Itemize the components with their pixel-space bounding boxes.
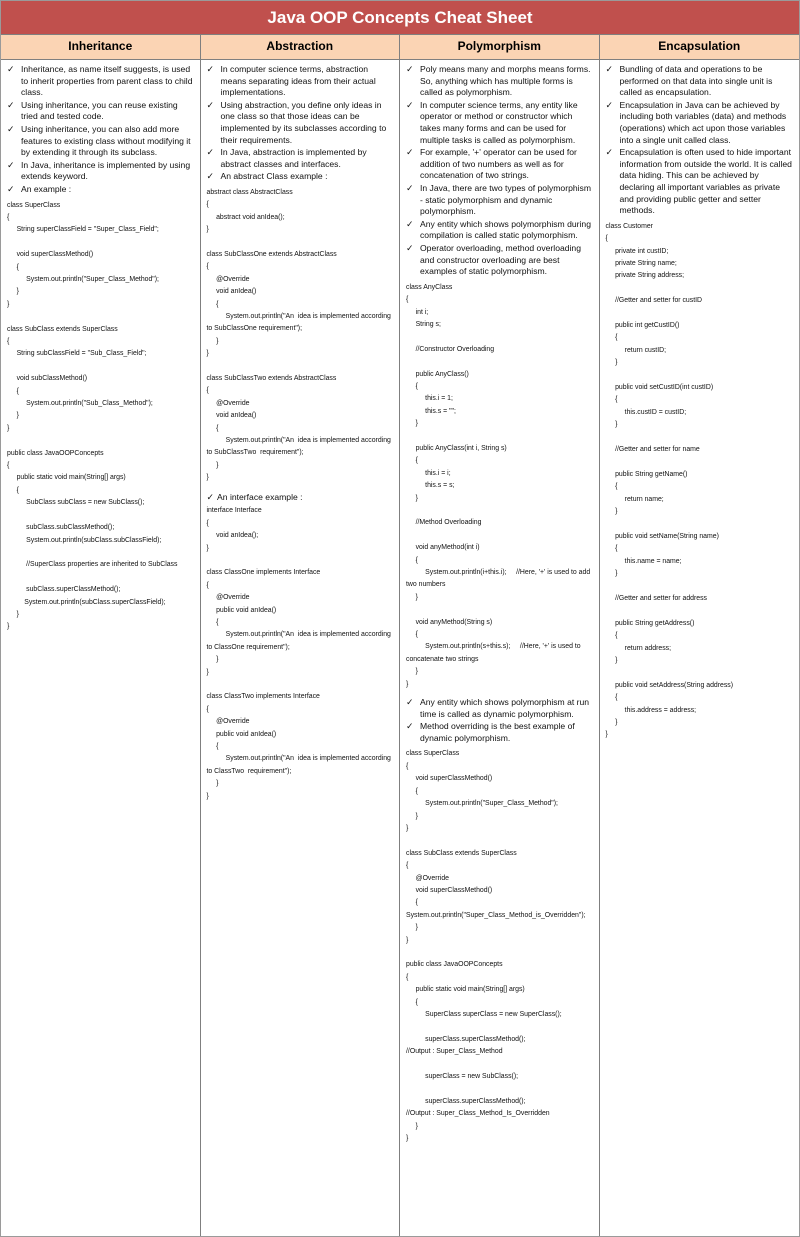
- bullet-point: [606, 100, 796, 146]
- bullet-point: [207, 171, 396, 183]
- bullet-text: In computer science terms, any entity like operator or method or constructor which takes many forms and can be used for multiple tasks is called as polymorphism.: [420, 99, 578, 145]
- check-icon: ✓: [605, 99, 614, 110]
- check-icon: ✓: [206, 99, 215, 110]
- bullet-point: [7, 160, 196, 183]
- check-icon: ✓: [406, 147, 414, 158]
- check-icon: ✓: [7, 183, 15, 194]
- bullet-point: [207, 147, 396, 170]
- check-icon: ✓: [406, 99, 414, 110]
- bullet-point: [406, 219, 595, 242]
- bullet-point: [7, 184, 196, 196]
- page-title: Java OOP Concepts Cheat Sheet: [1, 1, 799, 34]
- code-block: class SuperClass { String superClassField = "Super_Class_Field"; void superClassMethod() { System.out.println("Super_Class_Method"); } } class SubClass extends SuperClass { String subClassField = "Sub_Class_Field"; void subClassMethod() { System.out.println("Sub_Class_Method"); } } public class JavaOOPConcepts { public static void main(String[] args) { SubClass subClass = new SubClass(); subClass.subClassMethod(); System.out.println(subClass.subClassField); //SuperClass properties are inherited to SubClass subClass.superClassMethod(); System.out.println(subClass.superClassField); } }: [7, 201, 178, 631]
- concept-grid: [1, 34, 799, 1236]
- check-icon: ✓: [7, 99, 15, 110]
- column-body: [201, 60, 400, 809]
- code-block: interface Interface { void anIdea(); } class ClassOne implements Interface { @Override public void anIdea() { System.out.println("An idea is implemented according to ClassOne requirement"); } } class ClassTwo implements Interface { @Override public void anIdea() { System.out.println("An idea is implemented according to ClassTwo requirement"); } }: [206, 507, 391, 800]
- bullet-text: In Java, abstraction is implemented by abstract classes and interfaces.: [220, 147, 367, 169]
- column-heading: Polymorphism: [400, 34, 599, 60]
- column-inheritance: [1, 34, 201, 1236]
- bullet-point: [406, 721, 595, 744]
- bullet-text: An abstract Class example :: [220, 171, 328, 182]
- check-icon: ✓: [406, 242, 414, 253]
- bullet-text: Poly means many and morphs means forms. So, anything which has multiple forms is called as polymorphism.: [420, 64, 591, 98]
- code-block: abstract class AbstractClass { abstract void anIdea(); } class SubClassOne extends AbstractClass { @Override void anIdea() { System.out.println("An idea is implemented according to SubClassOne requirement"); } } class SubClassTwo extends AbstractClass { @Override void anIdea() { System.out.println("An idea is implemented according to SubClassTwo requirement"); } }: [206, 188, 391, 482]
- check-icon: ✓: [206, 491, 215, 502]
- bullet-text: Encapsulation is often used to hide important information from outside the world. It is called data hiding. This can be achieved by declaring all important variables as private and providing public getter and setter methods.: [619, 147, 792, 216]
- bullet-text: In Java, inheritance is implemented by using extends keyword.: [21, 159, 191, 182]
- check-icon: ✓: [406, 218, 414, 229]
- bullet-text: Method overriding is the best example of dynamic polymorphism.: [420, 721, 575, 743]
- check-icon: ✓: [206, 171, 215, 182]
- bullet-point: [606, 64, 796, 99]
- code-block: class Customer { private int custID; private String name; private String address; //Getter and setter for custID public int getCustID() { return custID; } public void setCustID(int custID) { this.custID = custID; } //Getter and setter for name public String getName() { return name; } public void setName(String name) { this.name = name; } //Getter and setter for address public String getAddress() { return address; } public void setAddress(String address) { this.address = address; } }: [605, 222, 734, 739]
- bullet-point: [207, 100, 396, 146]
- bullet-point: [7, 64, 196, 99]
- check-icon: ✓: [406, 182, 414, 193]
- bullet-point: [406, 697, 595, 720]
- bullet-text: Inheritance, as name itself suggests, is used to inherit properties from parent class to child class.: [21, 64, 193, 98]
- bullet-text: For example, '+' operator can be used for addition of two numbers as well as for concatenation of two strings.: [420, 147, 577, 181]
- check-icon: ✓: [605, 147, 614, 158]
- check-icon: ✓: [406, 721, 414, 732]
- check-icon: ✓: [206, 64, 215, 74]
- bullet-text: Using inheritance, you can also add more features to existing class without modifying it by extending it through its subclass.: [21, 123, 191, 158]
- bullet-text: Operator overloading, method overloading and constructor overloading are best examples of static polymorphism.: [420, 242, 581, 277]
- column-heading: Encapsulation: [600, 34, 800, 60]
- bullet-text: Using abstraction, you define only ideas in one class so that those ideas can be implemented by its subclasses according to their requirements.: [220, 99, 387, 145]
- column-polymorphism: [400, 34, 600, 1236]
- column-body: [1, 60, 200, 640]
- bullet-list: [406, 697, 595, 744]
- column-abstraction: [201, 34, 401, 1236]
- bullet-point: [606, 147, 796, 217]
- check-icon: ✓: [7, 64, 15, 74]
- bullet-point: [406, 100, 595, 146]
- check-icon: ✓: [206, 147, 215, 158]
- bullet-point: [207, 64, 396, 99]
- subheading: [207, 491, 396, 504]
- bullet-point: [406, 243, 595, 278]
- check-icon: ✓: [605, 64, 614, 74]
- column-body: [600, 60, 800, 748]
- code-block: class SuperClass { void superClassMethod() { System.out.println("Super_Class_Method"); } } class SubClass extends SuperClass { @Override void superClassMethod() { System.out.println("Super_Class_Method_is_Overridden"); } } public class JavaOOPConcepts { public static void main(String[] args) { SuperClass superClass = new SuperClass(); superClass.superClassMethod(); //Output : Super_Class_Method superClass = new SubClass(); superClass.superClassMethod(); //Output : Super_Class_Method_Is_Overridden } }: [406, 750, 586, 1143]
- bullet-point: [406, 64, 595, 99]
- bullet-text: Encapsulation in Java can be achieved by including both variables (data) and methods (operations) which act upon those variables into a single unit called class.: [619, 99, 787, 145]
- column-body: [400, 60, 599, 1151]
- subheading-text: An interface example :: [217, 491, 303, 502]
- column-heading: Inheritance: [1, 34, 200, 60]
- bullet-text: Any entity which shows polymorphism at run time is called as dynamic polymorphism.: [420, 697, 590, 719]
- check-icon: ✓: [7, 159, 15, 170]
- bullet-point: [7, 124, 196, 159]
- bullet-text: In Java, there are two types of polymorphism - static polymorphism and dynamic polymorphism.: [420, 182, 591, 217]
- bullet-point: [7, 100, 196, 123]
- bullet-list: [606, 64, 796, 217]
- code-block: class AnyClass { int i; String s; //Constructor Overloading public AnyClass() { this.i = 1; this.s = ""; } public AnyClass(int i, String s) { this.i = i; this.s = s; } //Method Overloading void anyMethod(int i) { System.out.println(i+this.i); //Here, '+' is used to add two numbers } void anyMethod(String s) { System.out.println(s+this.s); //Here, '+' is used to concatenate two strings } }: [406, 283, 591, 688]
- bullet-text: Using inheritance, you can reuse existing tried and tested code.: [21, 99, 178, 122]
- bullet-list: [207, 64, 396, 183]
- bullet-point: [406, 147, 595, 182]
- check-icon: ✓: [406, 64, 414, 74]
- check-icon: ✓: [406, 697, 414, 708]
- bullet-text: An example :: [21, 183, 72, 194]
- bullet-list: [406, 64, 595, 278]
- check-icon: ✓: [7, 123, 15, 134]
- column-heading: Abstraction: [201, 34, 400, 60]
- bullet-point: [406, 183, 595, 218]
- bullet-list: [7, 64, 196, 196]
- bullet-text: Any entity which shows polymorphism during compilation is called static polymorphism.: [420, 218, 591, 241]
- bullet-text: Bundling of data and operations to be performed on that data into single unit is called as encapsulation.: [619, 64, 773, 98]
- bullet-text: In computer science terms, abstraction means separating ideas from their actual implementations.: [220, 64, 376, 98]
- column-encapsulation: [600, 34, 800, 1236]
